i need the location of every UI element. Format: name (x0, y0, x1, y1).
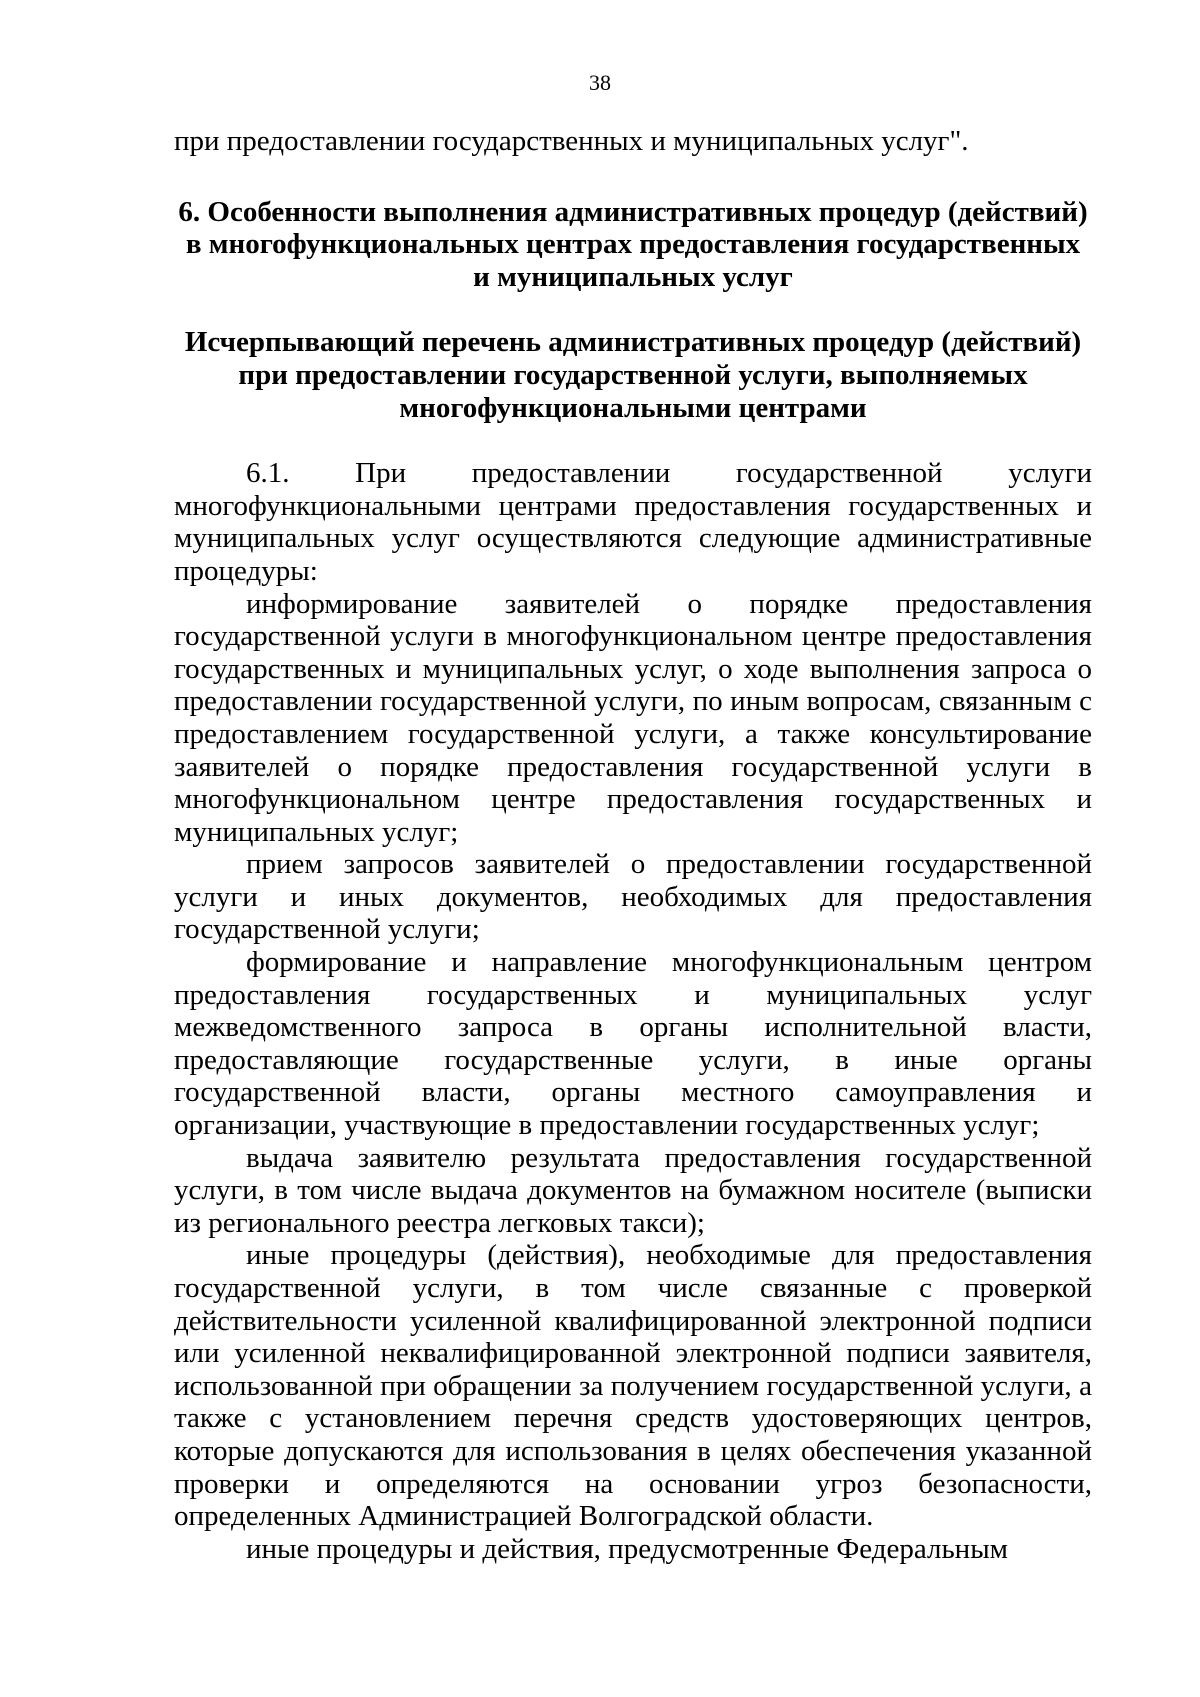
subsection-heading: Исчерпывающий перечень административных процедур (действий) при предоставлении государственной услуги, выполняемых многофункциональными центрами (184, 326, 1082, 424)
continuation-line: при предоставлении государственных и муниципальных услуг". (174, 125, 969, 157)
paragraph-other-actions: иные процедуры и действия, предусмотренные Федеральным (246, 1532, 1009, 1565)
paragraph-interdepartmental-request: формирование и направление многофункциональным центром предоставления государственных и муниципальных услуг межведомственного запроса в органы исполнительной власти, предоставляющие государственные услуги, в иные органы государственной власти, органы местного самоуправления и организации, участвующие в предоставлении государственных услуг; (174, 946, 1092, 1142)
paragraph-reception: прием запросов заявителей о предоставлении государственной услуги и иных документов, необходимых для предоставления государственной услуги; (174, 848, 1092, 946)
section-heading: 6. Особенности выполнения административных процедур (действий) в многофункциональных центрах предоставления государственных и муниципальных услуг (178, 195, 1088, 293)
paragraph-informing: информирование заявителей о порядке предоставления государственной услуги в многофункциональном центре предоставления государственных и муниципальных услуг, о ходе выполнения запроса о предоставлении государственной услуги, по иным вопросам, связанным с предоставлением государственной услуги, а также консультирование заявителей о порядке предоставления государственной услуги в многофункциональном центре предоставления государственных и муниципальных услуг; (174, 587, 1092, 848)
page-number: 38 (589, 70, 611, 95)
paragraph-other-procedures: иные процедуры (действия), необходимые для предоставления государственной услуги, в том числе связанные с проверкой действительности усиленной квалифицированной электронной подписи или усиленной неквалифицированной электронной подписи заявителя, использованной при обращении за получением государственной услуги, а также с установлением перечня средств удостоверяющих центров, которые допускаются для использования в целях обеспечения указанной проверки и определяются на основании угроз безопасности, определенных Администрацией Волгоградской области. (174, 1239, 1092, 1533)
page-content (174, 125, 1092, 1565)
paragraph-issuance: выдача заявителю результата предоставления государственной услуги, в том числе выдача документов на бумажном носителе (выписки из регионального реестра легковых такси); (174, 1141, 1092, 1239)
paragraph-6-1: 6.1. При предоставлении государственной услуги многофункциональными центрами предоставления государственных и муниципальных услуг осуществляются следующие административные процедуры: (174, 457, 1092, 587)
